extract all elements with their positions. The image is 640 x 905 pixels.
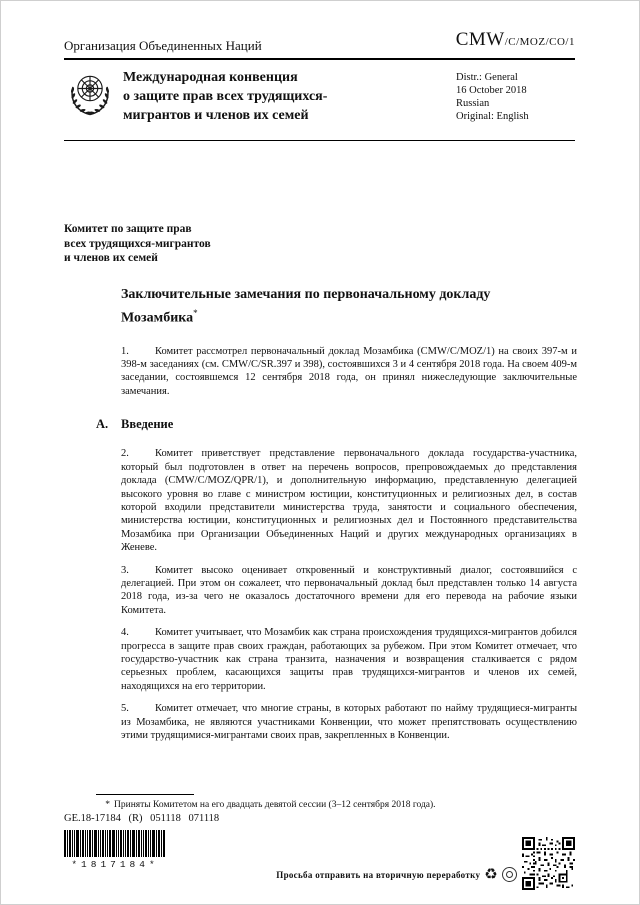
recycle-text: Просьба отправить на вторичную переработку xyxy=(276,869,481,880)
masthead xyxy=(64,60,575,141)
paragraph-text: Комитет учитывает, что Мозамбик как страна происхождения трудящихся-мигрантов добился прогресса в защите прав своих граждан, работающих за рубежом. При этом Комитет отмечает, что государство-участник как страна транзита, назначения и возвращения сталкивается с рядом серьезных проблем, касающихся защиты прав трудящихся-мигрантов и членов их семей, находящихся на его территории. xyxy=(121,627,577,692)
footnote-marker: * xyxy=(105,800,110,810)
paragraph-number: 2. xyxy=(121,448,129,460)
committee-line2: всех трудящихся-мигрантов xyxy=(64,237,211,250)
paragraph-5 xyxy=(121,702,577,742)
paragraph-text: Комитет отмечает, что многие страны, в которых работают по найму трудящиеся-мигранты из Мозамбика, не являются участниками Конвенции, что может препятствовать осуществлению этими трудящимися-мигрантами своих прав, закрепленных в Конвенции. xyxy=(121,703,577,741)
convention-title xyxy=(123,68,327,125)
distr-line: Distr.: General xyxy=(456,72,518,83)
doc-symbol xyxy=(456,29,575,51)
section-a-title: Введение xyxy=(121,417,174,432)
document-body xyxy=(96,285,577,751)
ge-document-number: GE.18-17184 (R) 051118 071118 xyxy=(64,813,220,824)
paragraph-text: Комитет рассмотрел первоначальный доклад Мозамбика (CMW/C/MOZ/1) на своих 397-м и 398-м заседаниях (см. CMW/C/SR.397 и 398), состоявшихся 3 и 4 сентября 2018 года. На своем 409-м заседании, состоявшемся 12 сентября 2018 года, он принял нижеследующие заключительные замечания. xyxy=(121,345,577,397)
recycled-paper-icon xyxy=(502,867,517,882)
committee-line1: Комитет по защите прав xyxy=(64,223,192,235)
document-title xyxy=(121,285,506,328)
footnote-text: Приняты Комитетом на его двадцать девятой сессии (3–12 сентября 2018 года). xyxy=(114,800,436,810)
paragraph-number: 3. xyxy=(121,564,129,576)
committee-name xyxy=(64,222,211,266)
barcode-icon xyxy=(64,830,166,857)
recycle-notice xyxy=(276,865,517,884)
org-name: Организация Объединенных Наций xyxy=(64,38,262,53)
distribution-info xyxy=(456,71,529,123)
convention-title-line3: мигрантов и членов их семей xyxy=(123,108,309,123)
paragraph-text: Комитет высоко оценивает откровенный и конструктивный диалог, состоявшийся с делегацией. При этом он сожалеет, что первоначальный доклад был представлен только 14 августа 2018 года, из-за чего не оказалось достаточного времени для его перевода на рабочие языки Комитета. xyxy=(121,564,577,616)
paragraph-number: 4. xyxy=(121,627,129,639)
paragraph-number: 5. xyxy=(121,703,129,715)
un-emblem-icon xyxy=(64,67,116,123)
paragraph-2 xyxy=(121,447,577,554)
convention-title-line2: о защите прав всех трудящихся- xyxy=(123,89,328,104)
paragraph-1 xyxy=(121,345,577,399)
paragraph-3 xyxy=(121,564,577,618)
footnote-rule xyxy=(96,794,194,795)
section-a-label: A. xyxy=(96,417,109,432)
doc-symbol-sub: /C/MOZ/CO/1 xyxy=(504,36,575,48)
committee-line3: и членов их семей xyxy=(64,252,158,264)
original-line: Original: English xyxy=(456,111,529,122)
paragraph-4 xyxy=(121,626,577,693)
barcode-number: *1817184* xyxy=(71,859,159,870)
document-title-text: Заключительные замечания по первоначальному докладу Мозамбика xyxy=(121,287,491,326)
language-line: Russian xyxy=(456,98,490,109)
convention-title-line1: Международная конвенция xyxy=(123,70,298,85)
section-a-heading xyxy=(96,417,577,432)
doc-symbol-main: CMW xyxy=(455,29,505,50)
paragraph-number: 1. xyxy=(121,345,129,357)
barcode-block xyxy=(64,830,166,870)
qr-code-icon xyxy=(522,837,575,890)
paragraph-text: Комитет приветствует представление первоначального доклада государства-участника, который был подготовлен в ответ на перечень вопросов, препровождаемых до представления доклада (CMW/C/MOZ/QPR/1), и дополнительную информацию, представленную делегацией высокого уровня во главе с министром юстиции, конституционных и религиозных дел, в состав которой входили представители министерства труда, занятости и социального обеспечения, министерства юстиции, конституционных и религиозных дел и Постоянного представительства Мозамбика при Организации Объединенных Наций и других международных организациях в Женеве. xyxy=(121,448,577,554)
title-footnote-marker: * xyxy=(193,308,198,318)
date-line: 16 October 2018 xyxy=(456,85,527,96)
recycle-icon: ♻ xyxy=(484,867,498,883)
footnote xyxy=(96,800,541,810)
